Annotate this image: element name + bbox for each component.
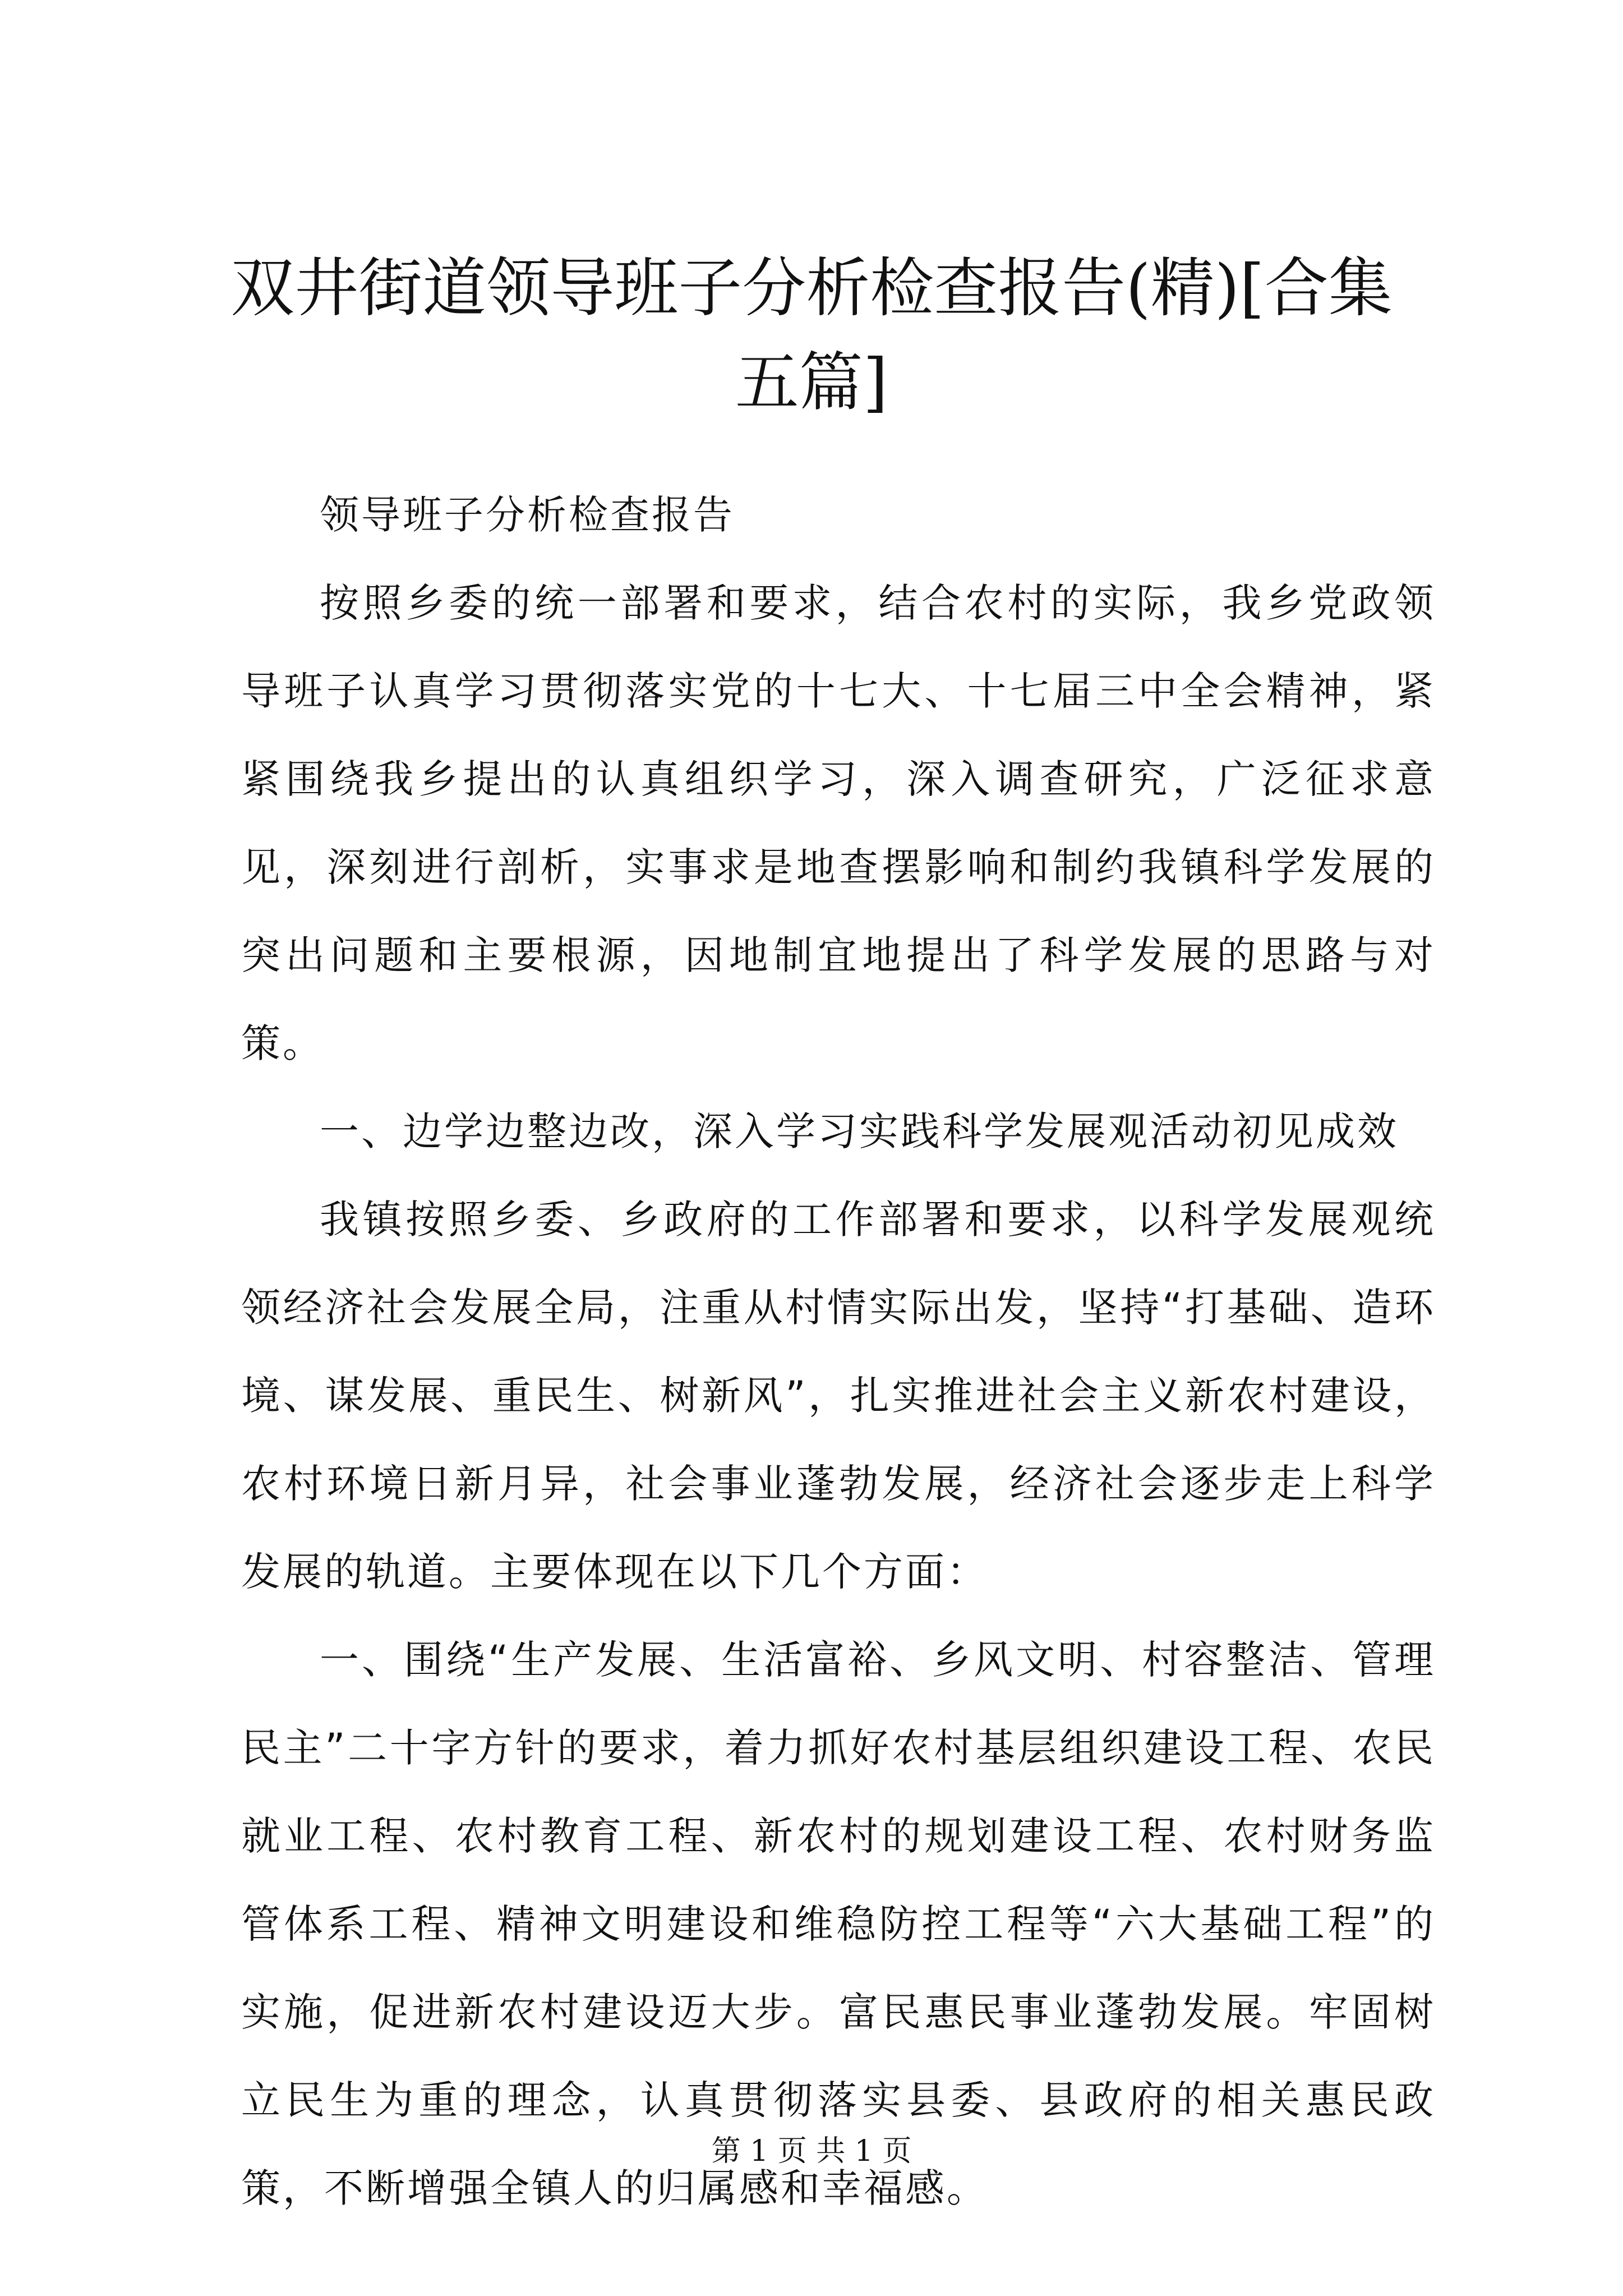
document-body bbox=[241, 471, 1436, 2233]
body-paragraph: 按照乡委的统一部署和要求，结合农村的实际，我乡党政领导班子认真学习贯彻落实党的十七大、十七届三中全会精神，紧紧围绕我乡提出的认真组织学习，深入调查研究，广泛征求意见，深刻进行剖析，实事求是地查摆影响和制约我镇科学发展的突出问题和主要根源，因地制宜地提出了科学发展的思路与对策。 bbox=[241, 580, 1436, 1066]
page-number-footer: 第 1 页 共 1 页 bbox=[711, 2134, 912, 2168]
section-heading: 一、边学边整边改，深入学习实践科学发展观活动初见成效 bbox=[320, 1108, 1399, 1154]
section-heading: 领导班子分析检查报告 bbox=[320, 492, 735, 538]
document-title: 双井街道领导班子分析检查报告(精)[合集五篇] bbox=[230, 251, 1393, 420]
body-paragraph: 我镇按照乡委、乡政府的工作部署和要求，以科学发展观统领经济社会发展全局，注重从村情实际出发，坚持“打基础、造环境、谋发展、重民生、树新风”，扎实推进社会主义新农村建设，农村环境日新月异，社会事业蓬勃发展，经济社会逐步走上科学发展的轨道。主要体现在以下几个方面： bbox=[241, 1197, 1436, 1595]
body-paragraph: 一、围绕“生产发展、生活富裕、乡风文明、村容整洁、管理民主”二十字方针的要求，着力抓好农村基层组织建设工程、农民就业工程、农村教育工程、新农村的规划建设工程、农村财务监管体系工程、精神文明建设和维稳防控工程等“六大基础工程”的实施，促进新农村建设迈大步。富民惠民事业蓬勃发展。牢固树立民生为重的理念，认真贯彻落实县委、县政府的相关惠民政策，不断增强全镇人的归属感和幸福感。 bbox=[241, 1637, 1436, 2211]
